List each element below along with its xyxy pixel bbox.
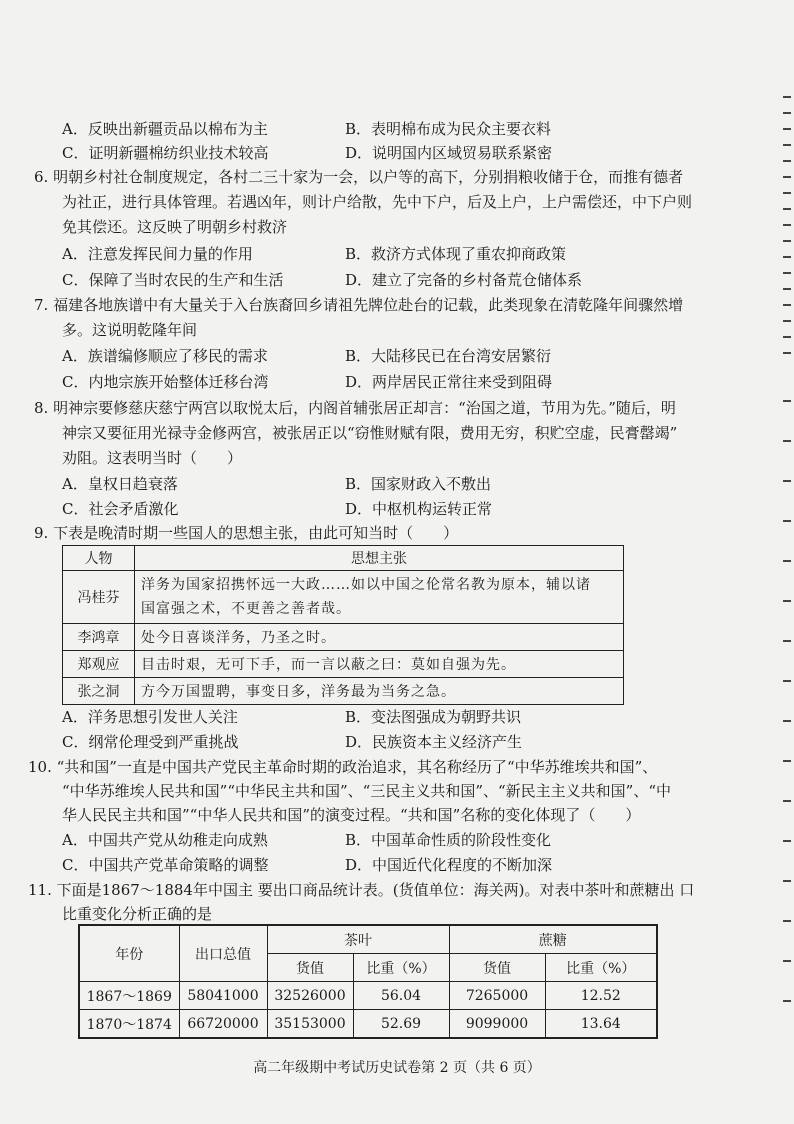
cell-tea-ratio: 56.04 bbox=[353, 982, 449, 1010]
q9-option-d: D．民族资本主义经济产生 bbox=[345, 733, 523, 751]
table-row bbox=[79, 1010, 657, 1039]
q6-option-d: D．建立了完备的乡村备荒仓储体系 bbox=[345, 271, 583, 289]
cell-total: 66720000 bbox=[179, 1010, 267, 1039]
idea-text: 目击时艰，无可下手，而一言以蔽之曰：莫如自强为先。 bbox=[135, 651, 624, 678]
q5-option-d: D．说明国内区域贸易联系紧密 bbox=[345, 144, 553, 162]
person-name: 张之洞 bbox=[63, 678, 135, 705]
q10-option-c: C．中国共产党革命策略的调整 bbox=[62, 856, 269, 874]
table-header-row bbox=[79, 925, 657, 954]
idea-text: 处今日喜谈洋务，乃圣之时。 bbox=[135, 624, 624, 651]
table-header-row bbox=[63, 546, 624, 571]
q7-option-c: C．内地宗族开始整体迁移台湾 bbox=[62, 373, 269, 391]
cell-year: 1870～1874 bbox=[79, 1010, 179, 1039]
q8-option-d: D．中枢机构运转正常 bbox=[345, 500, 493, 518]
q8-option-c: C．社会矛盾激化 bbox=[62, 500, 179, 518]
q10-stem-line-1: 10. “共和国”一直是中国共产党民主革命时期的政治追求，其名称经历了“中华苏维埃共和国”、 bbox=[28, 758, 658, 776]
header-sugar-value: 货值 bbox=[449, 954, 545, 982]
header-idea: 思想主张 bbox=[135, 546, 624, 571]
table-row bbox=[63, 571, 624, 624]
table-row bbox=[63, 624, 624, 651]
cell-total: 58041000 bbox=[179, 982, 267, 1010]
q11-export-table bbox=[78, 924, 658, 1039]
cell-year: 1867～1869 bbox=[79, 982, 179, 1010]
q6-stem-line-3: 免其偿还。这反映了明朝乡村救济 bbox=[62, 218, 288, 236]
q8-option-b: B．国家财政入不敷出 bbox=[345, 475, 492, 493]
q10-option-b: B．中国革命性质的阶段性变化 bbox=[345, 831, 552, 849]
q9-option-a: A．洋务思想引发世人关注 bbox=[62, 708, 238, 726]
q8-stem-line-3: 劝阻。这表明当时（ ） bbox=[62, 449, 243, 467]
q6-option-b: B．救济方式体现了重农抑商政策 bbox=[345, 245, 567, 263]
table-row bbox=[63, 651, 624, 678]
q9-option-c: C．纲常伦理受到严重挑战 bbox=[62, 733, 239, 751]
person-name: 冯桂芬 bbox=[63, 571, 135, 624]
q5-option-b: B．表明棉布成为民众主要衣料 bbox=[345, 120, 552, 138]
q8-stem-line-1: 8. 明神宗要修慈庆慈宁两宫以取悦太后，内阁首辅张居正却言：“治国之道，节用为先。”随后，明 bbox=[34, 399, 676, 417]
header-tea-ratio: 比重（%） bbox=[353, 954, 449, 982]
q6-stem-line-1: 6. 明朝乡村社仓制度规定，各村二三十家为一会，以户等的高下，分别捐粮收储于仓，而推有德者 bbox=[34, 168, 684, 186]
q7-stem-line-1: 7. 福建各地族谱中有大量关于入台族裔回乡请祖先牌位赴台的记载，此类现象在清乾隆年间骤然增 bbox=[34, 296, 684, 314]
idea-line-1: 洋务为国家招携怀远一大政……如以中国之伦常名教为原本，辅以诸 bbox=[141, 577, 591, 593]
header-sugar: 蔗糖 bbox=[449, 925, 657, 954]
page-footer: 高二年级期中考试历史试卷第 2 页（共 6 页） bbox=[253, 1060, 541, 1076]
q5-option-c: C．证明新疆棉纺织业技术较高 bbox=[62, 144, 269, 162]
header-person: 人物 bbox=[63, 546, 135, 571]
cell-tea-ratio: 52.69 bbox=[353, 1010, 449, 1039]
q11-stem-line-1: 11. 下面是1867～1884年中国主 要出口商品统计表。(货值单位：海关两)。对表中茶叶和蔗糖出 口 bbox=[28, 881, 695, 899]
q5-option-a: A．反映出新疆贡品以棉布为主 bbox=[62, 120, 268, 138]
header-tea: 茶叶 bbox=[267, 925, 449, 954]
table-row bbox=[79, 982, 657, 1010]
q6-stem-line-2: 为社正，进行具体管理。若遇凶年，则计户给散，先中下户，后及上户，上户需偿还，中下户则 bbox=[62, 193, 693, 211]
person-name: 郑观应 bbox=[63, 651, 135, 678]
header-year: 年份 bbox=[79, 925, 179, 982]
cell-sugar-value: 9099000 bbox=[449, 1010, 545, 1039]
header-tea-value: 货值 bbox=[267, 954, 353, 982]
q8-stem-line-2: 神宗又要征用光禄寺金修两宫，被张居正以“窃惟财赋有限，费用无穷，积贮空虚，民膏罄竭” bbox=[62, 424, 678, 442]
q8-option-a: A．皇权日趋衰落 bbox=[62, 475, 178, 493]
q7-stem-line-2: 多。这说明乾隆年间 bbox=[62, 321, 198, 339]
q10-option-a: A．中国共产党从幼稚走向成熟 bbox=[62, 831, 268, 849]
person-name: 李鸿章 bbox=[63, 624, 135, 651]
q6-option-a: A．注意发挥民间力量的作用 bbox=[62, 245, 253, 263]
q9-table bbox=[62, 545, 624, 705]
q6-option-c: C．保障了当时农民的生产和生活 bbox=[62, 271, 284, 289]
q10-stem-line-2: “中华苏维埃人民共和国”“中华民主共和国”、“三民主义共和国”、“新民主主义共和国”、“中 bbox=[62, 782, 672, 800]
q7-option-b: B．大陆移民已在台湾安居繁衍 bbox=[345, 347, 552, 365]
q9-option-b: B．变法图强成为朝野共识 bbox=[345, 708, 522, 726]
idea-text: 方今万国盟聘，事变日多，洋务最为当务之急。 bbox=[135, 678, 624, 705]
cell-sugar-ratio: 13.64 bbox=[545, 1010, 657, 1039]
header-sugar-ratio: 比重（%） bbox=[545, 954, 657, 982]
table-row bbox=[63, 678, 624, 705]
q7-option-d: D．两岸居民正常往来受到阻碍 bbox=[345, 373, 553, 391]
cell-tea-value: 32526000 bbox=[267, 982, 353, 1010]
idea-line-2: 国富强之术，不更善之善者哉。 bbox=[141, 601, 351, 617]
cell-sugar-ratio: 12.52 bbox=[545, 982, 657, 1010]
cell-sugar-value: 7265000 bbox=[449, 982, 545, 1010]
idea-text bbox=[135, 571, 624, 624]
q11-stem-line-2: 比重变化分析正确的是 bbox=[62, 905, 213, 923]
header-total: 出口总值 bbox=[179, 925, 267, 982]
q7-option-a: A．族谱编修顺应了移民的需求 bbox=[62, 347, 268, 365]
q10-option-d: D．中国近代化程度的不断加深 bbox=[345, 856, 553, 874]
cell-tea-value: 35153000 bbox=[267, 1010, 353, 1039]
q10-stem-line-3: 华人民民主共和国”“中华人民共和国”的演变过程。“共和国”名称的变化体现了（ ） bbox=[62, 806, 641, 824]
q9-stem: 9. 下表是晚清时期一些国人的思想主张，由此可知当时（ ） bbox=[34, 524, 459, 542]
